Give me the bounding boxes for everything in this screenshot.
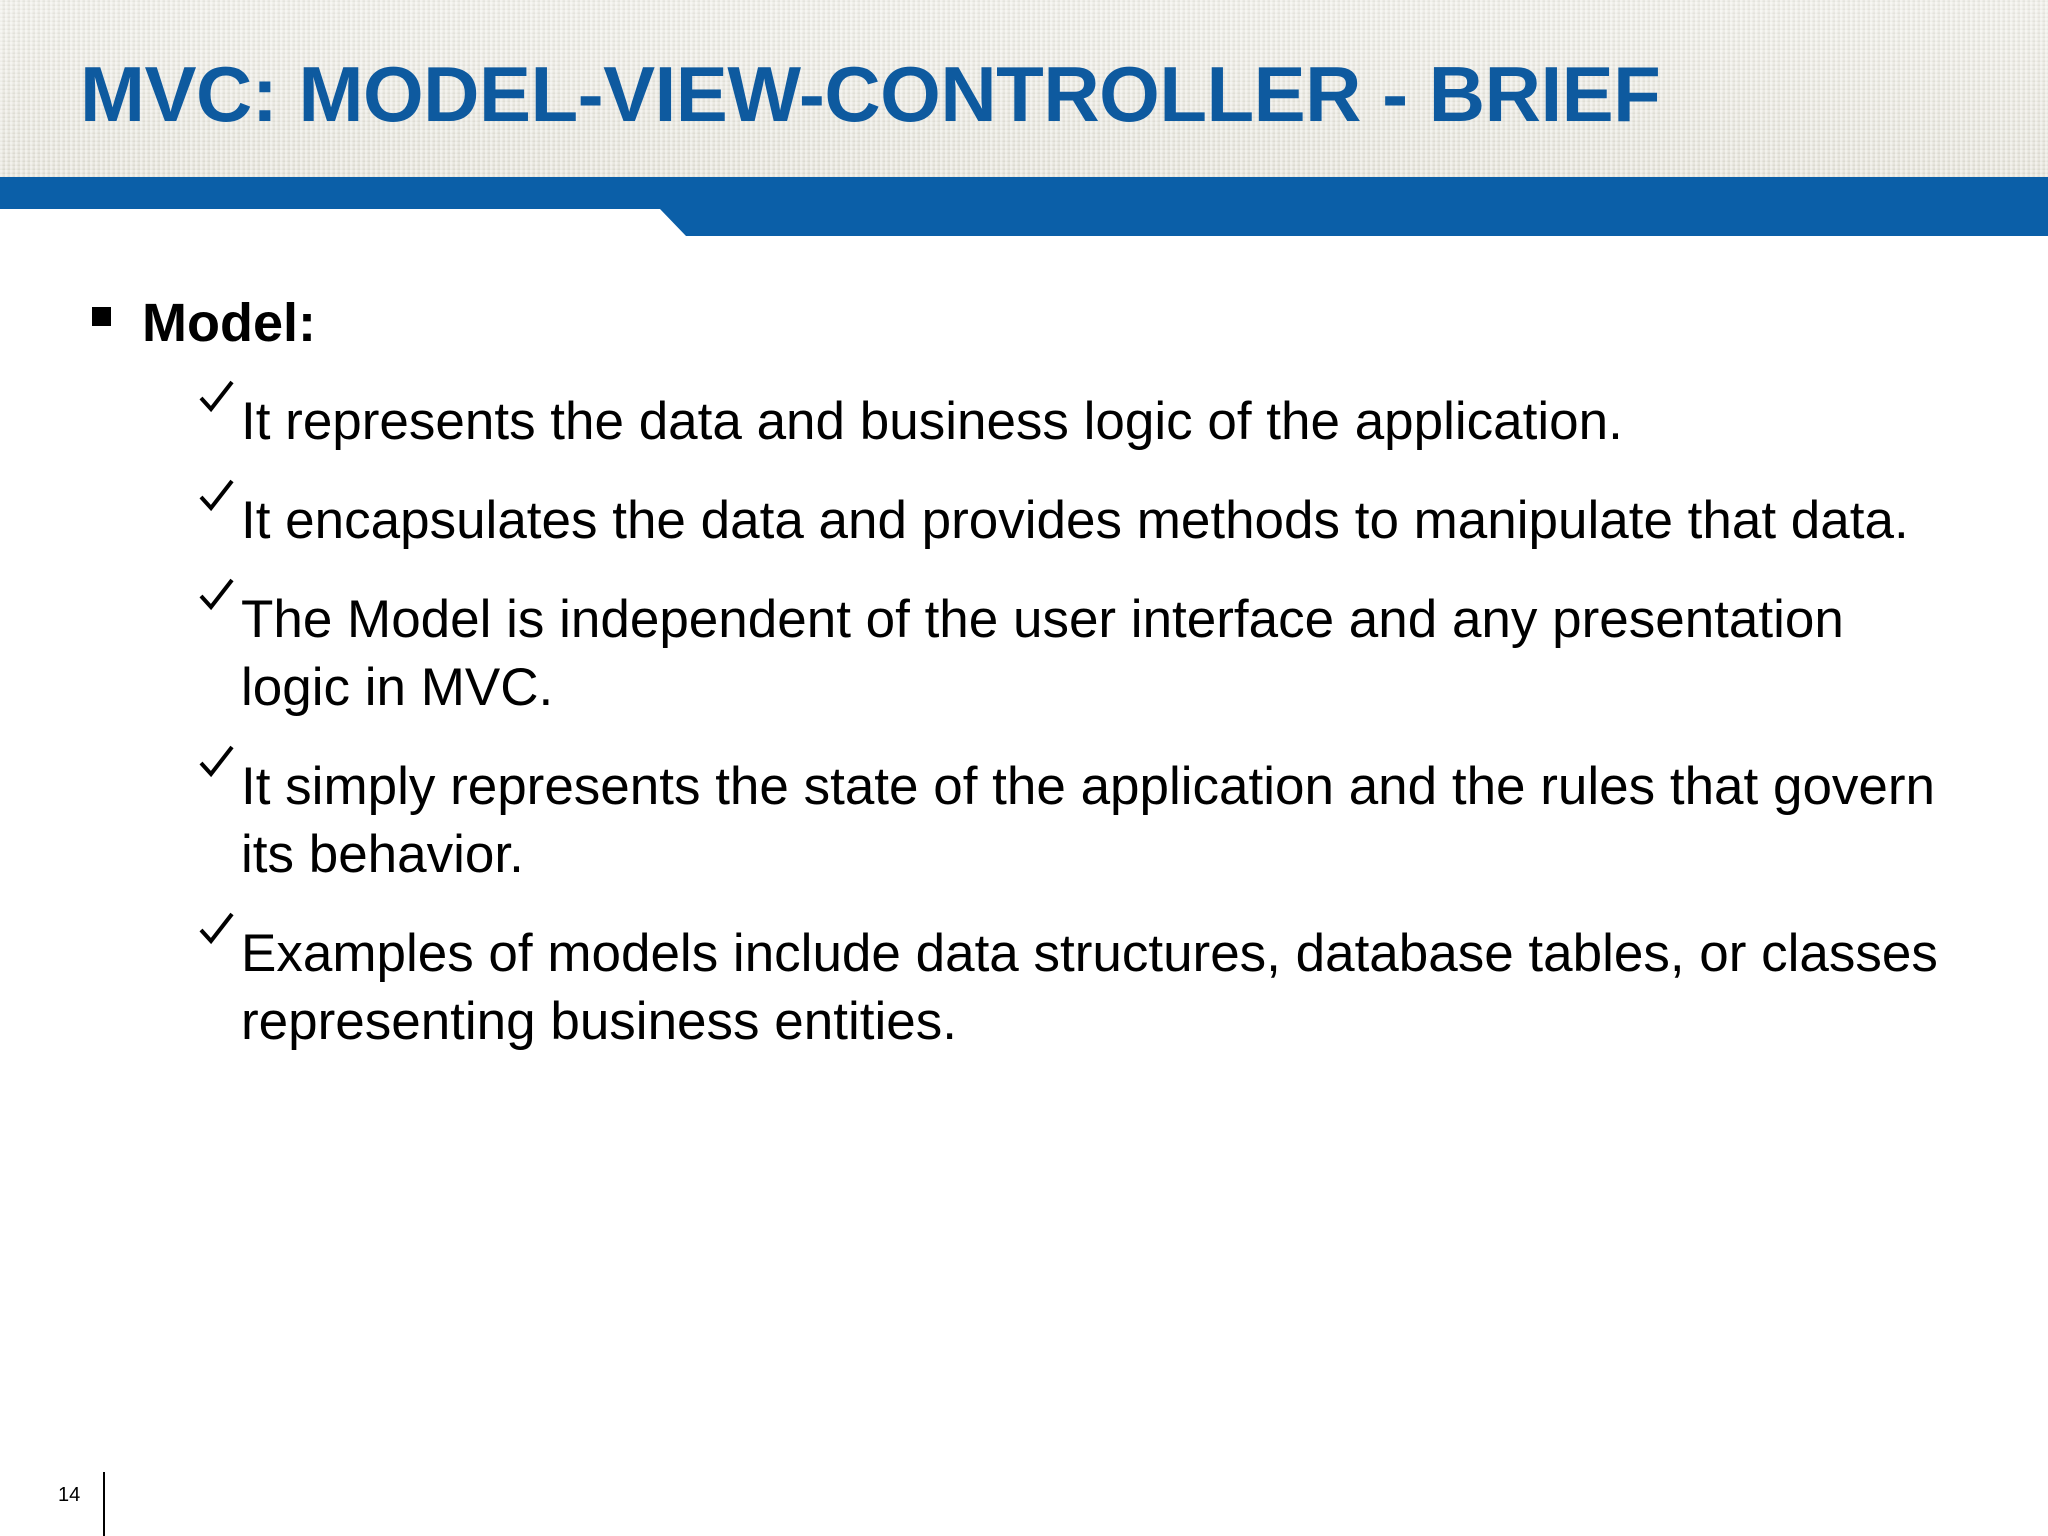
checkmark-icon bbox=[196, 743, 236, 783]
list-item-text: It encapsulates the data and provides methods to manipulate that data. bbox=[241, 491, 1909, 550]
list-item-text: It simply represents the state of the application and the rules that govern its behavior. bbox=[241, 757, 1936, 884]
section-heading: Model: bbox=[142, 293, 316, 353]
checkmark-icon bbox=[196, 910, 236, 950]
slide-title: MVC: MODEL-VIEW-CONTROLLER - BRIEF bbox=[80, 50, 1661, 138]
list-item bbox=[196, 753, 1956, 889]
list-item bbox=[196, 487, 1956, 555]
list-item bbox=[196, 920, 1956, 1056]
list-item-text: Examples of models include data structures, database tables, or classes representing business entities. bbox=[241, 924, 1938, 1051]
list-item bbox=[196, 586, 1956, 722]
list-item-text: It represents the data and business logic of the application. bbox=[241, 392, 1623, 451]
header-texture bbox=[0, 0, 2048, 178]
footer-divider bbox=[103, 1472, 105, 1536]
bullet-list bbox=[196, 388, 1956, 1087]
square-bullet-icon bbox=[92, 307, 111, 326]
list-item bbox=[196, 388, 1956, 456]
checkmark-icon bbox=[196, 378, 236, 418]
page-number: 14 bbox=[58, 1484, 81, 1506]
checkmark-icon bbox=[196, 576, 236, 616]
header-band bbox=[0, 177, 2048, 236]
header-band-shape bbox=[0, 177, 2048, 236]
checkmark-icon bbox=[196, 477, 236, 517]
list-item-text: The Model is independent of the user interface and any presentation logic in MVC. bbox=[241, 590, 1844, 717]
section-heading-row bbox=[92, 288, 316, 358]
